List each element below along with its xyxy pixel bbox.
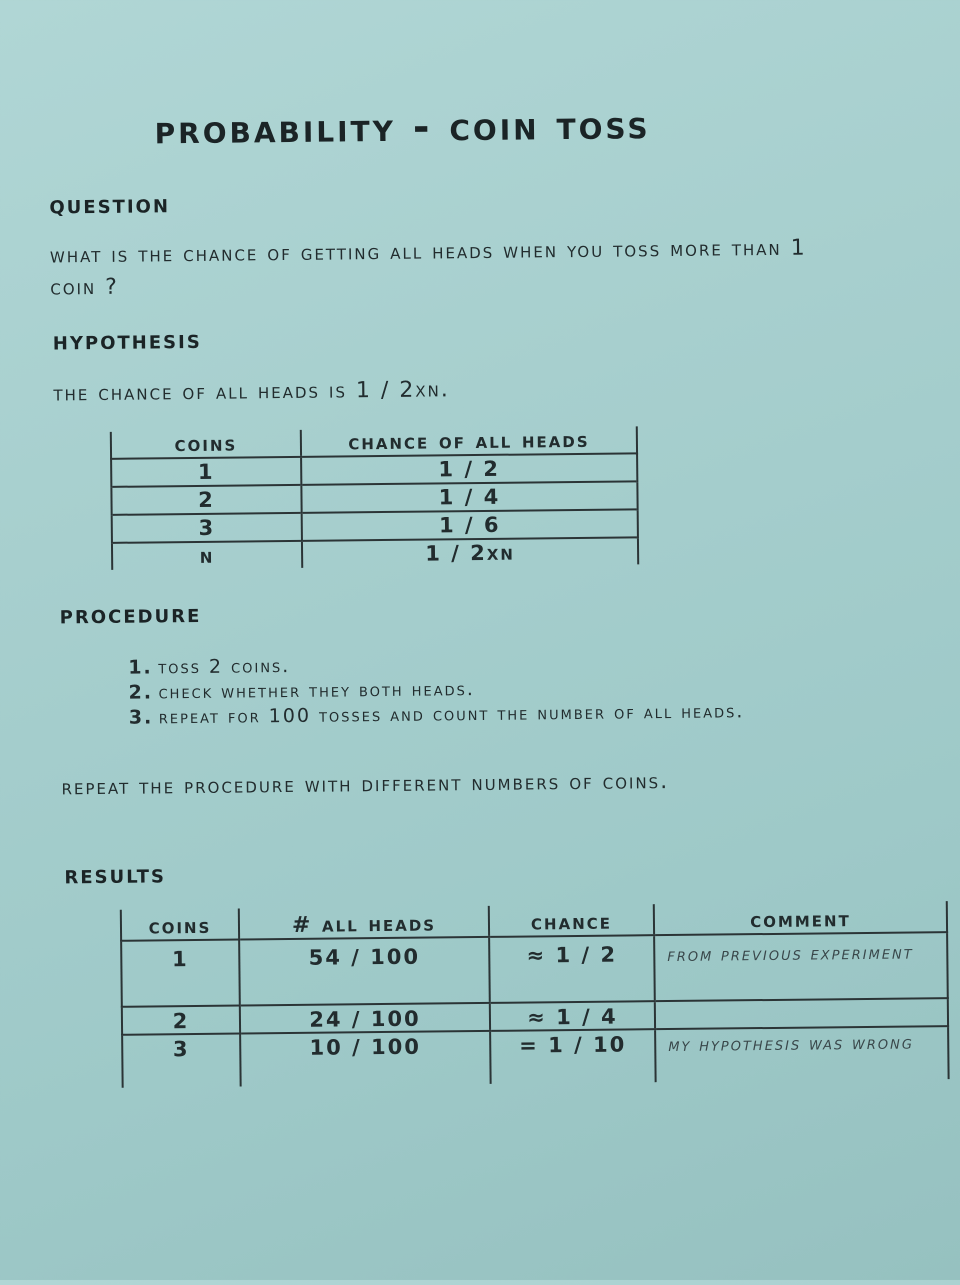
coins-cell: 2	[122, 1006, 240, 1035]
chance-cell: ≈ 1 / 2	[489, 935, 655, 1003]
step-text: repeat for 100 tosses and count the number of all heads.	[158, 700, 745, 729]
coins-cell: 3	[112, 513, 302, 543]
table-row	[112, 537, 638, 570]
chance-cell: = 1 / 10	[490, 1029, 656, 1084]
coins-cell: 1	[121, 940, 240, 1007]
column-header-coins: coins	[111, 430, 301, 459]
step-text: check whether they both heads.	[158, 678, 475, 704]
procedure-heading: procedure	[59, 598, 202, 631]
chance-cell: 1 / 2xn	[302, 537, 638, 568]
page-title: probability - coin toss	[154, 102, 651, 154]
step-number: 3.	[128, 706, 154, 729]
column-header-comment: comment	[654, 901, 947, 935]
question-heading: question	[49, 189, 171, 221]
chance-cell: 1 / 2	[301, 453, 637, 485]
results-heading: results	[64, 859, 167, 891]
chance-cell: 1 / 4	[301, 481, 637, 513]
table-row	[121, 932, 948, 1007]
column-header-coins: coins	[121, 909, 239, 941]
chance-cell: 1 / 6	[302, 509, 638, 541]
procedure-note: repeat the procedure with different numbers of coins.	[61, 769, 670, 801]
column-header-chance: chance of all heads	[301, 426, 637, 457]
comment-cell	[655, 998, 948, 1029]
all-heads-cell: 24 / 100	[240, 1003, 490, 1034]
table-row	[122, 1026, 949, 1088]
coins-cell: n	[112, 541, 302, 570]
column-header-all-heads: # all heads	[239, 906, 489, 940]
step-number: 1.	[128, 656, 153, 679]
all-heads-cell: 10 / 100	[240, 1031, 491, 1087]
coins-cell: 2	[111, 485, 301, 515]
chance-cell: ≈ 1 / 4	[490, 1001, 655, 1031]
comment-cell: from previous experiment	[654, 932, 948, 1001]
step-number: 2.	[128, 681, 154, 704]
comment-cell: my hypothesis was wrong	[655, 1026, 949, 1082]
coins-cell: 3	[122, 1034, 241, 1088]
all-heads-cell: 54 / 100	[239, 937, 490, 1006]
results-table	[120, 901, 950, 1088]
step-text: toss 2 coins.	[158, 654, 291, 679]
coins-cell: 1	[111, 457, 301, 487]
hypothesis-text: the chance of all heads is 1 / 2xn.	[53, 377, 450, 407]
hypothesis-table	[110, 426, 639, 570]
hypothesis-heading: hypothesis	[52, 324, 202, 357]
procedure-steps	[128, 648, 829, 730]
column-header-chance: chance	[489, 904, 654, 937]
question-text: what is the chance of getting all heads when you toss more than 1 coin ?	[49, 235, 807, 301]
